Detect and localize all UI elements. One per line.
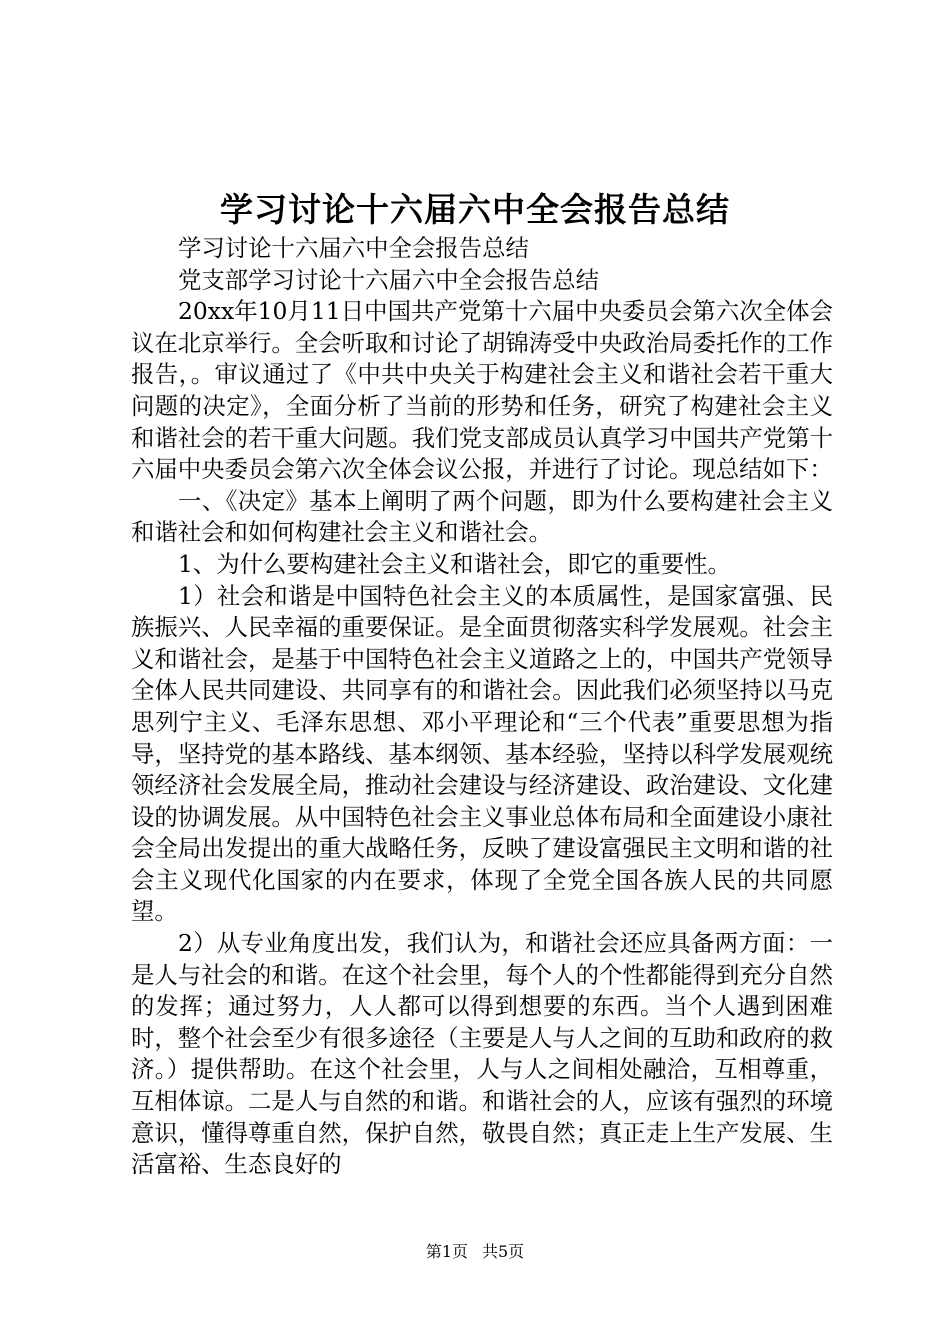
body-paragraph-subsection-1: 1、为什么要构建社会主义和谐社会，即它的重要性。 <box>178 549 731 578</box>
body-paragraph-subtitle: 学习讨论十六届六中全会报告总结 <box>178 234 529 262</box>
document-title: 学习讨论十六届六中全会报告总结 <box>220 190 730 229</box>
document-body <box>131 233 833 1181</box>
body-paragraph-intro: 20xx年10月11日中国共产党第十六届中央委员会第六次全体会议在北京举行。全会听取和讨论了胡锦涛受中央政治局委托作的工作报告，。审议通过了《中共中央关于构建社会主义和谐社会若干重大问题的决定》，全面分析了当前的形势和任务，研究了构建社会主义和谐社会的若干重大问题。我们党支部成员认真学习中国共产党第十六届中央委员会第六次全体会议公报，并进行了讨论。现总结如下： <box>131 297 833 484</box>
body-paragraph-heading: 党支部学习讨论十六届六中全会报告总结 <box>178 265 600 294</box>
page-footer <box>0 1241 950 1263</box>
body-paragraph-point-2: 2）从专业角度出发，我们认为，和谐社会还应具备两方面：一是人与社会的和谐。在这个社会里，每个人的个性都能得到充分自然的发挥；通过努力，人人都可以得到想要的东西。当个人遇到困难时，整个社会至少有很多途径（主要是人与人之间的互助和政府的救济。）提供帮助。在这个社会里，人与人之间相处融洽，互相尊重，互相体谅。二是人与自然的和谐。和谐社会的人，应该有强烈的环境意识，懂得尊重自然，保护自然，敬畏自然；真正走上生产发展、生活富裕、生态良好的 <box>131 929 833 1179</box>
page-number: 第1页 <box>425 1242 468 1261</box>
body-paragraph-section-1: 一、《决定》基本上阐明了两个问题，即为什么要构建社会主义和谐社会和如何构建社会主义和谐社会。 <box>131 486 833 547</box>
page-total: 共5页 <box>482 1242 525 1261</box>
body-paragraph-point-1: 1）社会和谐是中国特色社会主义的本质属性，是国家富强、民族振兴、人民幸福的重要保证。是全面贯彻落实科学发展观。社会主义和谐社会，是基于中国特色社会主义道路之上的，中国共产党领导全体人民共同建设、共同享有的和谐社会。因此我们必须坚持以马克思列宁主义、毛泽东思想、邓小平理论和“三个代表”重要思想为指导，坚持党的基本路线、基本纲领、基本经验，坚持以科学发展观统领经济社会发展全局，推动社会建设与经济建设、政治建设、文化建设的协调发展。从中国特色社会主义事业总体布局和全面建设小康社会全局出发提出的重大战略任务，反映了建设富强民主文明和谐的社会主义现代化国家的内在要求，体现了全党全国各族人民的共同愿望。 <box>131 581 833 926</box>
